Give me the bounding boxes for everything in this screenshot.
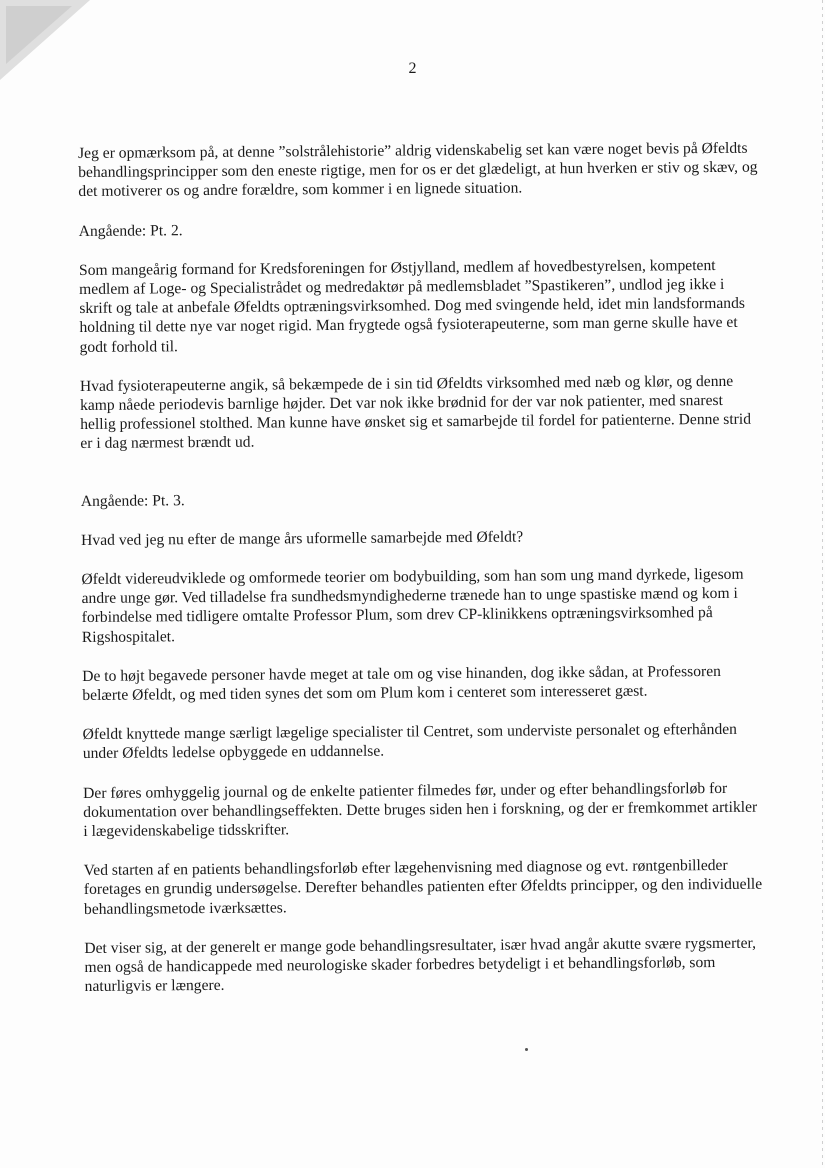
paragraph: Jeg er opmærksom på, at denne ”solstrålehistorie” aldrig videnskabelig set kan være noget bevis på Øfeldts behandlingsprincipper som den eneste rigtige, men for os er det glædeligt, at hun hverken er stiv og skæv, og det motiverer os og andre forældre, som kommer i en lignede situation. [78,139,758,201]
paragraph: De to højt begavede personer havde meget at tale om og vise hinanden, dog ikke sådan, at Professoren belærte Øfeldt, og med tiden synes det som om Plum kom i centeret som interesseret gæst. [82,662,721,705]
section-heading-pt3: Angående: Pt. 3. [80,491,185,510]
page-number: 2 [408,60,417,77]
scan-speck [525,1048,528,1051]
paragraph: Øfeldt videreudviklede og omformede teorier om bodybuilding, som han som ung mand dyrkede, ligesom andre unge gør. Ved tilladelse fra sundhedsmyndighederne trænede han to unge spastiske mænd og kom i forbindelse med tidligere omtalte Professor Plum, som drev CP-klinikkens optræningsvirksomhed på Rigshospitalet. [81,565,744,646]
scan-corner-shadow [6,6,72,64]
letter-body [78,139,765,1017]
paragraph: Øfeldt knyttede mange særligt lægelige specialister til Centret, som underviste personalet og efterhånden under Øfeldts ledelse opbyggede en uddannelse. [82,721,738,763]
paragraph: Hvad fysioterapeuterne angik, så bekæmpede de i sin tid Øfeldts virksomhed med næb og klør, og denne kamp nåede periodevis barnlige højder. Det var nok ikke brødnid for der var nok patienter, med snarest hellig professionel stolthed. Man kunne have ønsket sig et samarbejde til fordel for patienterne. Denne strid er i dag nærmest brændt ud. [79,372,752,453]
paragraph: Som mangeårig formand for Kredsforeningen for Østjylland, medlem af hovedbestyrelsen, kompetent medlem af Loge- og Specialistrådet og medredaktør på medlemsbladet ”Spastikeren”, undlod jeg ikke i skrift og tale at anbefale Øfeldts optræningsvirksomhed. Dog med svingende held, idet min landsformands holdning til dette nye var noget rigid. Man frygtede også fysioterapeuterne, som man gerne skulle have et godt forhold til. [78,256,745,356]
paragraph: Ved starten af en patients behandlingsforløb efter lægehenvisning med diagnose og evt. røntgenbilleder foretages en grundig undersøgelse. Derefter behandles patienten efter Øfeldts principper, og den individuelle behandlingsmetode iværksættes. [83,857,763,918]
paragraph: Det viser sig, at der generelt er mange gode behandlingsresultater, især hvad angår akutte svære rygsmerter, men også de handicappede med neurologiske skader forbedres betydeligt i et behandlingsforløb, som naturligvis er længere. [84,934,757,996]
paragraph: Hvad ved jeg nu efter de mange års uformelle samarbejde med Øfeldt? [81,528,524,549]
scan-edge [822,0,823,1168]
paragraph: Der føres omhyggelig journal og de enkelte patienter filmedes før, under og efter behandlingsforløb for dokumentation over behandlingseffekten. Dette bruges siden hen i forskning, og der er fremkommet artikler i lægevidenskabelige tidsskrifter. [83,779,758,841]
section-heading-pt2: Angående: Pt. 2. [78,221,183,240]
